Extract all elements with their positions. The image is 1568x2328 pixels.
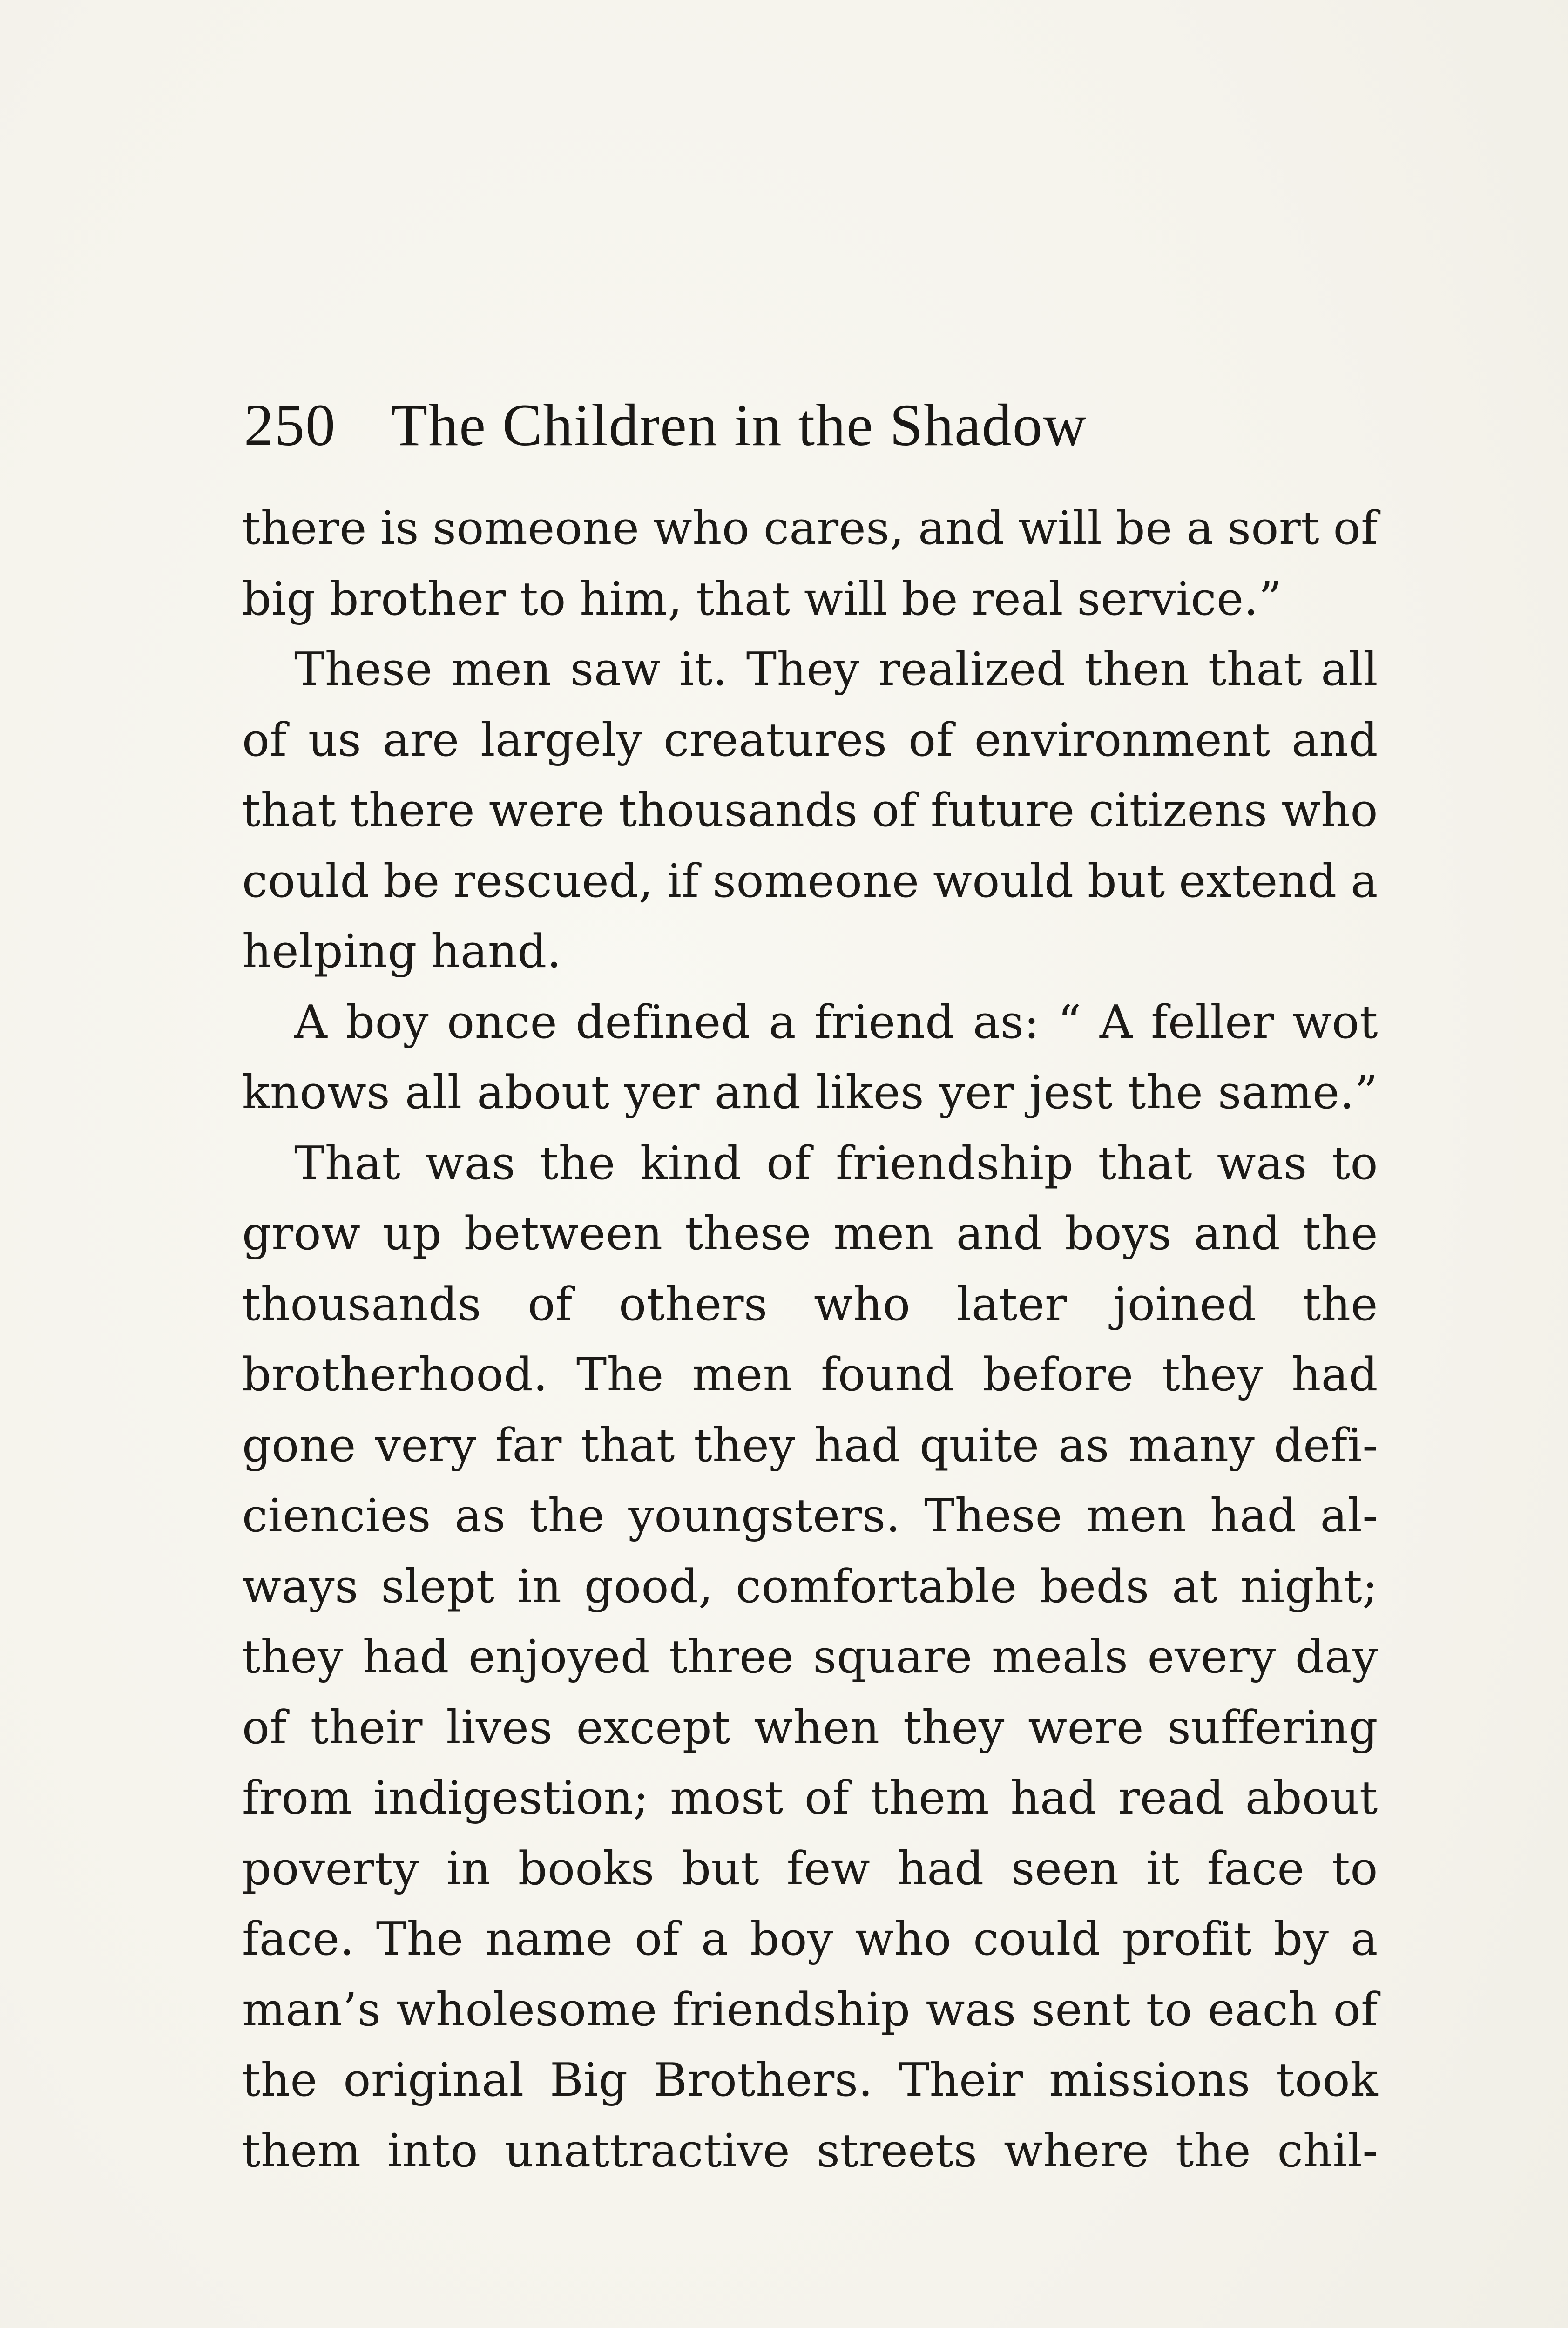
word: up <box>383 1207 442 1260</box>
text-line <box>242 776 1378 846</box>
word: will <box>804 572 888 626</box>
word: defi- <box>1273 1419 1378 1472</box>
word: and <box>1194 1207 1281 1260</box>
word: largely <box>480 713 642 767</box>
word: likes <box>816 1066 925 1119</box>
text-line <box>242 1693 1378 1764</box>
word: who <box>814 1278 911 1331</box>
text-line <box>242 635 1378 705</box>
word: about <box>477 1066 610 1119</box>
word: the <box>1302 1207 1378 1260</box>
word: be <box>383 854 440 908</box>
word: they <box>1162 1348 1264 1401</box>
word: a <box>701 1913 729 1966</box>
word: from <box>242 1772 353 1825</box>
running-title: The Children in the Shadow <box>391 392 1088 458</box>
page-number: 250 <box>244 392 336 458</box>
word: each <box>1208 1983 1318 2037</box>
word: missions <box>1049 2054 1250 2107</box>
word: was <box>926 1983 1016 2037</box>
word: These <box>924 1489 1063 1543</box>
word: to <box>520 572 566 626</box>
word: that <box>581 1419 675 1472</box>
word: him, <box>580 572 683 626</box>
text-line <box>242 1904 1378 1975</box>
text-line <box>242 1129 1378 1199</box>
word: the <box>1176 2124 1251 2178</box>
text-line <box>242 1270 1378 1340</box>
text-line <box>242 1552 1378 1623</box>
word: except <box>576 1701 730 1754</box>
word: gone <box>242 1419 356 1472</box>
word: these <box>685 1207 811 1260</box>
word: be <box>901 572 958 626</box>
word: was <box>1217 1137 1307 1190</box>
word: the <box>529 1489 605 1543</box>
word: environment <box>974 713 1271 767</box>
word: but <box>1087 854 1165 908</box>
word: men <box>833 1207 934 1260</box>
word: the <box>1128 1066 1203 1119</box>
word: jest <box>1029 1066 1113 1119</box>
word: all <box>405 1066 462 1119</box>
word: day <box>1295 1631 1378 1684</box>
word: who <box>855 1913 952 1966</box>
word: there <box>350 784 475 837</box>
word: name <box>485 1913 613 1966</box>
word: and <box>918 502 1005 555</box>
word: once <box>447 995 558 1049</box>
word: took <box>1276 2054 1378 2107</box>
word: later <box>957 1278 1067 1331</box>
word: extend <box>1179 854 1337 908</box>
word: very <box>375 1419 477 1472</box>
word: had <box>814 1419 901 1472</box>
word: they <box>903 1701 1005 1754</box>
word: friend <box>814 995 955 1049</box>
word: books <box>518 1842 655 1895</box>
word: of <box>242 713 287 767</box>
word: a <box>1351 854 1378 908</box>
word: These <box>294 643 433 696</box>
word: joined <box>1113 1278 1257 1331</box>
word: yer <box>624 1066 700 1119</box>
word: in <box>446 1842 491 1895</box>
word: knows <box>242 1066 391 1119</box>
word: night; <box>1240 1560 1378 1613</box>
word: beds <box>1039 1560 1149 1613</box>
word: face. <box>242 1913 355 1966</box>
word: same.” <box>1218 1066 1378 1119</box>
word: someone <box>433 502 640 555</box>
text-line <box>242 1411 1378 1482</box>
word: saw <box>570 643 661 696</box>
word: had <box>1210 1489 1297 1543</box>
word: as: <box>973 995 1040 1049</box>
word: most <box>670 1772 784 1825</box>
text-line <box>242 917 1378 988</box>
word: will <box>1018 502 1102 555</box>
word: citizens <box>1088 784 1268 837</box>
word: were <box>489 784 605 837</box>
word: brotherhood. <box>242 1348 548 1401</box>
word: face <box>1207 1842 1304 1895</box>
word: of <box>635 1913 680 1966</box>
word: men <box>451 643 552 696</box>
word: thousands <box>242 1278 481 1331</box>
word: had <box>897 1842 984 1895</box>
word: man’s <box>242 1983 381 2037</box>
text-line <box>242 1622 1378 1693</box>
word: before <box>982 1348 1134 1401</box>
word: “ <box>1058 995 1081 1049</box>
text-line <box>242 705 1378 776</box>
word: between <box>464 1207 663 1260</box>
word: comfortable <box>736 1560 1017 1613</box>
word: ways <box>242 1560 358 1613</box>
word: al- <box>1320 1489 1378 1543</box>
word: found <box>821 1348 954 1401</box>
word: men <box>1086 1489 1187 1543</box>
word: and <box>956 1207 1043 1260</box>
word: friendship <box>672 1983 911 2037</box>
word: as <box>454 1489 506 1543</box>
word: unattractive <box>504 2124 791 2178</box>
word: at <box>1172 1560 1218 1613</box>
text-line <box>242 2045 1378 2116</box>
word: in <box>517 1560 562 1613</box>
word: square <box>813 1631 973 1684</box>
word: would <box>933 854 1074 908</box>
word: meals <box>991 1631 1129 1684</box>
word: men <box>692 1348 793 1401</box>
word: a <box>769 995 797 1049</box>
word: had <box>363 1631 449 1684</box>
word: that <box>1098 1137 1192 1190</box>
word: they <box>694 1419 796 1472</box>
word: That <box>294 1137 401 1190</box>
word: sort <box>1227 502 1320 555</box>
word: seen <box>1011 1842 1119 1895</box>
word: service.” <box>1077 572 1282 626</box>
word: the <box>242 2054 318 2107</box>
text-line <box>242 1975 1378 2046</box>
word: of <box>242 1701 287 1754</box>
word: them <box>242 2124 361 2178</box>
word: creatures <box>663 713 887 767</box>
word: were <box>1028 1701 1144 1754</box>
word: of <box>527 1278 573 1331</box>
word: could <box>242 854 370 908</box>
word: boys <box>1065 1207 1172 1260</box>
word: was <box>425 1137 516 1190</box>
word: of <box>908 713 953 767</box>
word: about <box>1245 1772 1378 1825</box>
word: Brothers. <box>654 2054 873 2107</box>
word: defined <box>575 995 751 1049</box>
word: cares, <box>763 502 905 555</box>
word: rescued, <box>453 854 654 908</box>
word: indigestion; <box>373 1772 649 1825</box>
text-line <box>242 494 1378 564</box>
word: profit <box>1122 1913 1252 1966</box>
word: to <box>1331 1137 1378 1190</box>
word: that <box>1208 643 1303 696</box>
word: thousands <box>618 784 858 837</box>
word: real <box>972 572 1063 626</box>
word: wholesome <box>396 1983 657 2037</box>
word: suffering <box>1167 1701 1378 1754</box>
text-line <box>242 1763 1378 1834</box>
word: all <box>1321 643 1378 696</box>
word: to <box>1331 1842 1378 1895</box>
word: had <box>1291 1348 1378 1401</box>
word: wot <box>1292 995 1378 1049</box>
word: ciencies <box>242 1489 431 1543</box>
word: that <box>696 572 791 626</box>
word: They <box>746 643 860 696</box>
word: the <box>1302 1278 1378 1331</box>
word: The <box>576 1348 664 1401</box>
text-line <box>242 846 1378 917</box>
word: of <box>1333 502 1378 555</box>
text-line <box>242 1199 1378 1270</box>
word: friendship <box>836 1137 1074 1190</box>
word: that <box>242 784 337 837</box>
word: who <box>1281 784 1378 837</box>
word: read <box>1118 1772 1224 1825</box>
word: big <box>242 572 316 626</box>
text-line <box>242 2116 1378 2187</box>
word: be <box>1115 502 1173 555</box>
word: had <box>1010 1772 1097 1825</box>
word: they <box>242 1631 344 1684</box>
word: many <box>1128 1419 1255 1472</box>
word: original <box>343 2054 524 2107</box>
word: good, <box>584 1560 713 1613</box>
word: them <box>870 1772 990 1825</box>
word: but <box>682 1842 759 1895</box>
word: brother <box>329 572 507 626</box>
running-head <box>244 391 1087 475</box>
word: sent <box>1031 1983 1131 2037</box>
word: feller <box>1151 995 1275 1049</box>
word: of <box>766 1137 811 1190</box>
text-line <box>242 988 1378 1058</box>
word: far <box>495 1419 562 1472</box>
word: every <box>1147 1631 1276 1684</box>
word: enjoyed <box>468 1631 650 1684</box>
word: others <box>619 1278 768 1331</box>
word: to <box>1146 1983 1193 2037</box>
word: is <box>380 502 419 555</box>
word: The <box>376 1913 464 1966</box>
word: then <box>1084 643 1190 696</box>
word: kind <box>640 1137 742 1190</box>
word: realized <box>878 643 1066 696</box>
word: helping <box>242 925 417 978</box>
word: it. <box>679 643 728 696</box>
word: Their <box>899 2054 1023 2107</box>
word: youngsters. <box>628 1489 901 1543</box>
word: it <box>1146 1842 1180 1895</box>
word: and <box>714 1066 801 1119</box>
word: their <box>310 1701 423 1754</box>
word: slept <box>381 1560 495 1613</box>
word: into <box>387 2124 478 2178</box>
text-line <box>242 564 1378 635</box>
text-line <box>242 1058 1378 1129</box>
word: someone <box>712 854 919 908</box>
word: Big <box>550 2054 628 2107</box>
word: grow <box>242 1207 361 1260</box>
word: there <box>242 502 367 555</box>
word: where <box>1004 2124 1149 2178</box>
word: A <box>294 995 328 1049</box>
text-line <box>242 1481 1378 1552</box>
word: boy <box>345 995 429 1049</box>
text-line <box>242 1340 1378 1411</box>
word: by <box>1273 1913 1329 1966</box>
word: are <box>382 713 460 767</box>
word: boy <box>750 1913 833 1966</box>
word: of <box>872 784 917 837</box>
word: hand. <box>431 925 562 978</box>
word: future <box>930 784 1075 837</box>
word: chil- <box>1277 2124 1378 2178</box>
word: A <box>1099 995 1133 1049</box>
word: if <box>667 854 699 908</box>
word: a <box>1186 502 1214 555</box>
word: three <box>669 1631 794 1684</box>
word: us <box>308 713 362 767</box>
text-line <box>242 1834 1378 1905</box>
word: who <box>653 502 750 555</box>
word: as <box>1058 1419 1109 1472</box>
word: quite <box>919 1419 1040 1472</box>
word: could <box>973 1913 1101 1966</box>
word: of <box>804 1772 850 1825</box>
word: poverty <box>242 1842 419 1895</box>
word: and <box>1291 713 1378 767</box>
word: yer <box>939 1066 1014 1119</box>
word: a <box>1351 1913 1378 1966</box>
word: streets <box>816 2124 978 2178</box>
word: lives <box>446 1701 553 1754</box>
word: the <box>540 1137 615 1190</box>
word: when <box>754 1701 880 1754</box>
body-text <box>242 494 1378 2186</box>
word: of <box>1333 1983 1378 2037</box>
word: few <box>786 1842 871 1895</box>
